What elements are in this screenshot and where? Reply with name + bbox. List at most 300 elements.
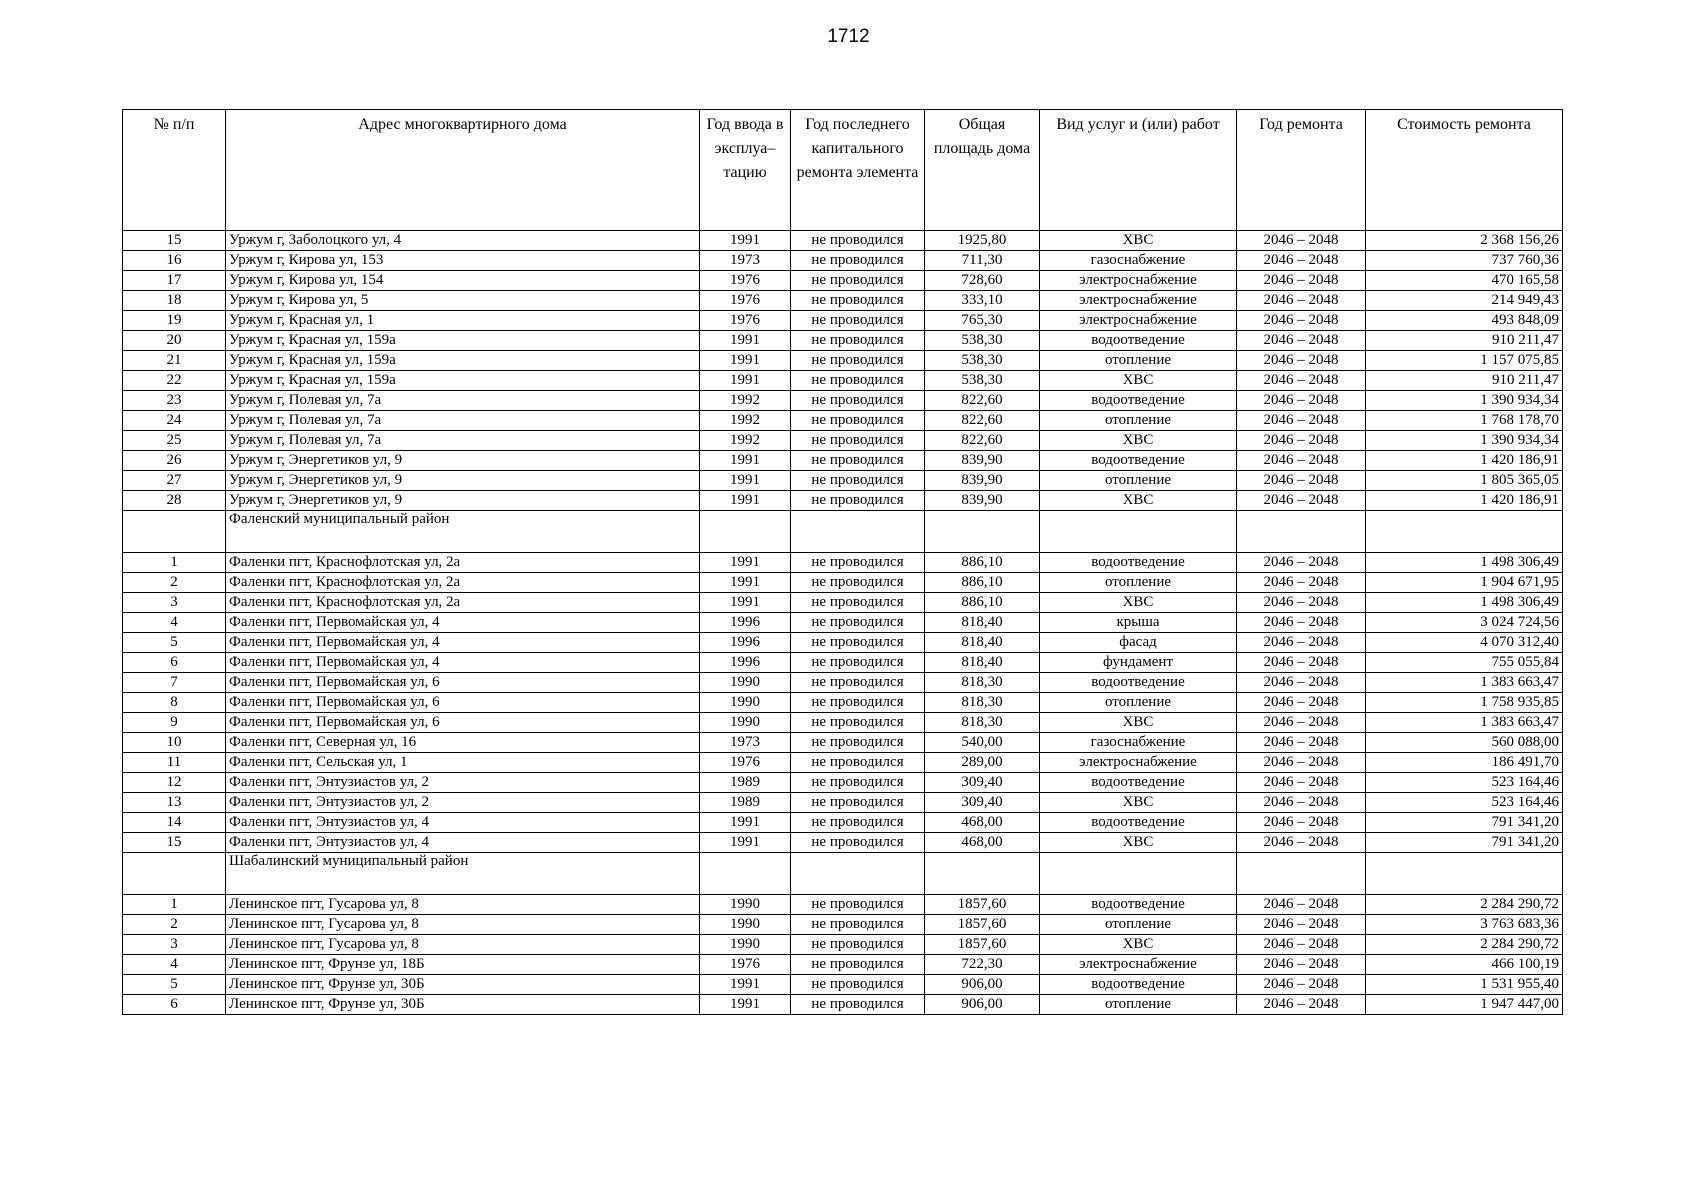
- row-cost: 2 284 290,72: [1366, 895, 1563, 915]
- row-number: 7: [123, 673, 226, 693]
- section-empty-cell: [700, 511, 791, 553]
- section-empty-cell: [1237, 853, 1366, 895]
- row-repair-period: 2046 – 2048: [1237, 915, 1366, 935]
- row-address: Уржум г, Красная ул, 159а: [226, 331, 700, 351]
- row-service: крыша: [1040, 613, 1237, 633]
- row-last-repair: не проводился: [791, 251, 925, 271]
- row-number: 9: [123, 713, 226, 733]
- row-repair-period: 2046 – 2048: [1237, 573, 1366, 593]
- row-last-repair: не проводился: [791, 713, 925, 733]
- section-empty-cell: [1040, 853, 1237, 895]
- row-last-repair: не проводился: [791, 553, 925, 573]
- row-address: Фаленки пгт, Краснофлотская ул, 2а: [226, 573, 700, 593]
- row-service: водоотведение: [1040, 975, 1237, 995]
- row-area: 886,10: [925, 573, 1040, 593]
- row-cost: 523 164,46: [1366, 793, 1563, 813]
- table-row: [123, 573, 1563, 593]
- row-address: Фаленки пгт, Первомайская ул, 6: [226, 693, 700, 713]
- row-repair-period: 2046 – 2048: [1237, 431, 1366, 451]
- row-number: 8: [123, 693, 226, 713]
- row-area: 822,60: [925, 411, 1040, 431]
- row-last-repair: не проводился: [791, 733, 925, 753]
- table-row: [123, 371, 1563, 391]
- row-last-repair: не проводился: [791, 773, 925, 793]
- row-number: 2: [123, 573, 226, 593]
- table-row: [123, 915, 1563, 935]
- row-repair-period: 2046 – 2048: [1237, 331, 1366, 351]
- row-year: 1991: [700, 451, 791, 471]
- row-last-repair: не проводился: [791, 491, 925, 511]
- row-service: отопление: [1040, 915, 1237, 935]
- row-year: 1976: [700, 291, 791, 311]
- row-last-repair: не проводился: [791, 411, 925, 431]
- row-repair-period: 2046 – 2048: [1237, 471, 1366, 491]
- table-row: [123, 311, 1563, 331]
- row-year: 1976: [700, 955, 791, 975]
- table-row: [123, 553, 1563, 573]
- row-service: водоотведение: [1040, 813, 1237, 833]
- table-row: [123, 935, 1563, 955]
- row-number: 1: [123, 895, 226, 915]
- row-repair-period: 2046 – 2048: [1237, 391, 1366, 411]
- row-area: 818,30: [925, 673, 1040, 693]
- row-last-repair: не проводился: [791, 371, 925, 391]
- row-service: газоснабжение: [1040, 733, 1237, 753]
- row-repair-period: 2046 – 2048: [1237, 451, 1366, 471]
- row-service: электроснабжение: [1040, 955, 1237, 975]
- table-header-row: [123, 110, 1563, 231]
- table-row: [123, 331, 1563, 351]
- row-address: Ленинское пгт, Фрунзе ул, 30Б: [226, 975, 700, 995]
- row-cost: 3 763 683,36: [1366, 915, 1563, 935]
- row-number: 17: [123, 271, 226, 291]
- row-area: 822,60: [925, 391, 1040, 411]
- row-year: 1989: [700, 773, 791, 793]
- row-repair-period: 2046 – 2048: [1237, 693, 1366, 713]
- row-repair-period: 2046 – 2048: [1237, 291, 1366, 311]
- row-service: газоснабжение: [1040, 251, 1237, 271]
- row-service: водоотведение: [1040, 673, 1237, 693]
- row-repair-period: 2046 – 2048: [1237, 351, 1366, 371]
- row-address: Уржум г, Красная ул, 1: [226, 311, 700, 331]
- row-year: 1992: [700, 391, 791, 411]
- row-area: 289,00: [925, 753, 1040, 773]
- table-row: [123, 975, 1563, 995]
- row-number: 6: [123, 653, 226, 673]
- row-number: 11: [123, 753, 226, 773]
- row-year: 1973: [700, 251, 791, 271]
- row-number: 22: [123, 371, 226, 391]
- row-number: 12: [123, 773, 226, 793]
- row-address: Уржум г, Полевая ул, 7а: [226, 411, 700, 431]
- row-address: Уржум г, Полевая ул, 7а: [226, 431, 700, 451]
- row-last-repair: не проводился: [791, 391, 925, 411]
- row-address: Фаленки пгт, Северная ул, 16: [226, 733, 700, 753]
- row-service: отопление: [1040, 995, 1237, 1015]
- row-number: 18: [123, 291, 226, 311]
- row-year: 1990: [700, 915, 791, 935]
- row-address: Ленинское пгт, Фрунзе ул, 30Б: [226, 995, 700, 1015]
- row-year: 1991: [700, 593, 791, 613]
- table-row: [123, 291, 1563, 311]
- row-area: 886,10: [925, 553, 1040, 573]
- row-repair-period: 2046 – 2048: [1237, 411, 1366, 431]
- row-area: 818,40: [925, 653, 1040, 673]
- row-address: Фаленки пгт, Первомайская ул, 4: [226, 653, 700, 673]
- row-year: 1992: [700, 411, 791, 431]
- row-cost: 2 284 290,72: [1366, 935, 1563, 955]
- row-cost: 1 498 306,49: [1366, 553, 1563, 573]
- section-empty-cell: [925, 511, 1040, 553]
- section-row: [123, 511, 1563, 553]
- section-title: Фаленский муниципальный район: [226, 511, 700, 553]
- row-last-repair: не проводился: [791, 935, 925, 955]
- row-repair-period: 2046 – 2048: [1237, 753, 1366, 773]
- row-area: 309,40: [925, 793, 1040, 813]
- row-year: 1990: [700, 895, 791, 915]
- section-empty-cell: [925, 853, 1040, 895]
- row-address: Фаленки пгт, Краснофлотская ул, 2а: [226, 553, 700, 573]
- row-address: Фаленки пгт, Первомайская ул, 4: [226, 633, 700, 653]
- row-address: Ленинское пгт, Фрунзе ул, 18Б: [226, 955, 700, 975]
- row-cost: 3 024 724,56: [1366, 613, 1563, 633]
- row-service: фундамент: [1040, 653, 1237, 673]
- row-repair-period: 2046 – 2048: [1237, 793, 1366, 813]
- header-year: Год ввода в эксплуа– тацию: [700, 110, 791, 231]
- row-number: 6: [123, 995, 226, 1015]
- row-number: 5: [123, 633, 226, 653]
- table-row: [123, 895, 1563, 915]
- row-address: Ленинское пгт, Гусарова ул, 8: [226, 915, 700, 935]
- row-number: 15: [123, 833, 226, 853]
- row-area: 711,30: [925, 251, 1040, 271]
- row-service: электроснабжение: [1040, 311, 1237, 331]
- row-number: 15: [123, 231, 226, 251]
- table-row: [123, 955, 1563, 975]
- row-year: 1990: [700, 673, 791, 693]
- row-service: ХВС: [1040, 793, 1237, 813]
- row-cost: 1 383 663,47: [1366, 673, 1563, 693]
- header-service: Вид услуг и (или) работ: [1040, 110, 1237, 231]
- row-area: 538,30: [925, 351, 1040, 371]
- table-row: [123, 251, 1563, 271]
- row-service: отопление: [1040, 693, 1237, 713]
- row-repair-period: 2046 – 2048: [1237, 311, 1366, 331]
- row-service: отопление: [1040, 471, 1237, 491]
- row-last-repair: не проводился: [791, 613, 925, 633]
- row-address: Уржум г, Энергетиков ул, 9: [226, 471, 700, 491]
- row-number: 14: [123, 813, 226, 833]
- table-row: [123, 753, 1563, 773]
- row-cost: 470 165,58: [1366, 271, 1563, 291]
- table-row: [123, 491, 1563, 511]
- row-address: Уржум г, Красная ул, 159а: [226, 351, 700, 371]
- section-empty-cell: [1237, 511, 1366, 553]
- row-last-repair: не проводился: [791, 915, 925, 935]
- row-address: Фаленки пгт, Энтузиастов ул, 4: [226, 833, 700, 853]
- row-area: 839,90: [925, 491, 1040, 511]
- row-year: 1989: [700, 793, 791, 813]
- row-cost: 1 420 186,91: [1366, 451, 1563, 471]
- row-cost: 910 211,47: [1366, 331, 1563, 351]
- row-cost: 466 100,19: [1366, 955, 1563, 975]
- header-num: № п/п: [123, 110, 226, 231]
- section-title: Шабалинский муниципальный район: [226, 853, 700, 895]
- row-address: Фаленки пгт, Энтузиастов ул, 4: [226, 813, 700, 833]
- row-area: 728,60: [925, 271, 1040, 291]
- row-area: 839,90: [925, 451, 1040, 471]
- row-cost: 560 088,00: [1366, 733, 1563, 753]
- row-last-repair: не проводился: [791, 955, 925, 975]
- row-year: 1990: [700, 935, 791, 955]
- row-last-repair: не проводился: [791, 231, 925, 251]
- table-row: [123, 693, 1563, 713]
- row-cost: 1 420 186,91: [1366, 491, 1563, 511]
- row-area: 765,30: [925, 311, 1040, 331]
- row-year: 1976: [700, 311, 791, 331]
- section-empty-cell: [1366, 853, 1563, 895]
- section-empty-cell: [123, 853, 226, 895]
- table-row: [123, 451, 1563, 471]
- row-number: 2: [123, 915, 226, 935]
- row-year: 1991: [700, 491, 791, 511]
- row-last-repair: не проводился: [791, 753, 925, 773]
- row-year: 1991: [700, 351, 791, 371]
- row-cost: 214 949,43: [1366, 291, 1563, 311]
- table-row: [123, 713, 1563, 733]
- section-empty-cell: [123, 511, 226, 553]
- row-repair-period: 2046 – 2048: [1237, 773, 1366, 793]
- table-row: [123, 995, 1563, 1015]
- row-last-repair: не проводился: [791, 471, 925, 491]
- row-number: 28: [123, 491, 226, 511]
- row-number: 16: [123, 251, 226, 271]
- table-row: [123, 231, 1563, 251]
- row-repair-period: 2046 – 2048: [1237, 673, 1366, 693]
- table-row: [123, 471, 1563, 491]
- row-number: 27: [123, 471, 226, 491]
- row-service: ХВС: [1040, 935, 1237, 955]
- row-year: 1991: [700, 995, 791, 1015]
- row-repair-period: 2046 – 2048: [1237, 833, 1366, 853]
- row-repair-period: 2046 – 2048: [1237, 251, 1366, 271]
- row-year: 1991: [700, 833, 791, 853]
- row-area: 818,30: [925, 693, 1040, 713]
- row-last-repair: не проводился: [791, 331, 925, 351]
- row-year: 1976: [700, 271, 791, 291]
- row-repair-period: 2046 – 2048: [1237, 713, 1366, 733]
- row-area: 538,30: [925, 331, 1040, 351]
- row-year: 1991: [700, 231, 791, 251]
- row-service: ХВС: [1040, 713, 1237, 733]
- row-service: ХВС: [1040, 491, 1237, 511]
- row-cost: 1 383 663,47: [1366, 713, 1563, 733]
- table-body: [123, 231, 1563, 1015]
- row-address: Фаленки пгт, Первомайская ул, 6: [226, 713, 700, 733]
- row-area: 722,30: [925, 955, 1040, 975]
- row-last-repair: не проводился: [791, 693, 925, 713]
- row-repair-period: 2046 – 2048: [1237, 813, 1366, 833]
- row-number: 5: [123, 975, 226, 995]
- row-number: 4: [123, 613, 226, 633]
- table-row: [123, 653, 1563, 673]
- row-last-repair: не проводился: [791, 653, 925, 673]
- page-number: 1712: [827, 26, 870, 47]
- row-service: водоотведение: [1040, 391, 1237, 411]
- row-number: 23: [123, 391, 226, 411]
- row-area: 906,00: [925, 975, 1040, 995]
- row-address: Фаленки пгт, Первомайская ул, 4: [226, 613, 700, 633]
- row-year: 1973: [700, 733, 791, 753]
- row-area: 886,10: [925, 593, 1040, 613]
- row-repair-period: 2046 – 2048: [1237, 491, 1366, 511]
- row-service: фасад: [1040, 633, 1237, 653]
- row-cost: 755 055,84: [1366, 653, 1563, 673]
- section-empty-cell: [1040, 511, 1237, 553]
- table-row: [123, 673, 1563, 693]
- row-cost: 186 491,70: [1366, 753, 1563, 773]
- row-repair-period: 2046 – 2048: [1237, 613, 1366, 633]
- row-service: ХВС: [1040, 593, 1237, 613]
- row-area: 822,60: [925, 431, 1040, 451]
- row-service: электроснабжение: [1040, 271, 1237, 291]
- row-address: Уржум г, Кирова ул, 5: [226, 291, 700, 311]
- row-last-repair: не проводился: [791, 995, 925, 1015]
- row-year: 1991: [700, 813, 791, 833]
- row-address: Фаленки пгт, Первомайская ул, 6: [226, 673, 700, 693]
- row-year: 1991: [700, 471, 791, 491]
- repair-registry-table: [122, 109, 1563, 1015]
- row-area: 540,00: [925, 733, 1040, 753]
- table-row: [123, 833, 1563, 853]
- row-address: Уржум г, Заболоцкого ул, 4: [226, 231, 700, 251]
- table-row: [123, 733, 1563, 753]
- row-repair-period: 2046 – 2048: [1237, 935, 1366, 955]
- row-cost: 523 164,46: [1366, 773, 1563, 793]
- row-last-repair: не проводился: [791, 975, 925, 995]
- row-cost: 4 070 312,40: [1366, 633, 1563, 653]
- row-last-repair: не проводился: [791, 813, 925, 833]
- row-address: Ленинское пгт, Гусарова ул, 8: [226, 895, 700, 915]
- row-area: 333,10: [925, 291, 1040, 311]
- row-repair-period: 2046 – 2048: [1237, 653, 1366, 673]
- row-address: Уржум г, Энергетиков ул, 9: [226, 491, 700, 511]
- row-repair-period: 2046 – 2048: [1237, 975, 1366, 995]
- row-last-repair: не проводился: [791, 573, 925, 593]
- table-row: [123, 391, 1563, 411]
- row-cost: 1 768 178,70: [1366, 411, 1563, 431]
- row-cost: 1 758 935,85: [1366, 693, 1563, 713]
- row-cost: 493 848,09: [1366, 311, 1563, 331]
- row-address: Фаленки пгт, Краснофлотская ул, 2а: [226, 593, 700, 613]
- row-service: электроснабжение: [1040, 753, 1237, 773]
- row-area: 468,00: [925, 813, 1040, 833]
- row-service: ХВС: [1040, 371, 1237, 391]
- row-last-repair: не проводился: [791, 351, 925, 371]
- section-empty-cell: [791, 853, 925, 895]
- row-cost: 1 390 934,34: [1366, 391, 1563, 411]
- header-last-repair: Год последнего капитального ремонта элемента: [791, 110, 925, 231]
- row-year: 1996: [700, 633, 791, 653]
- row-repair-period: 2046 – 2048: [1237, 895, 1366, 915]
- row-year: 1991: [700, 975, 791, 995]
- row-area: 309,40: [925, 773, 1040, 793]
- row-repair-period: 2046 – 2048: [1237, 371, 1366, 391]
- row-year: 1991: [700, 331, 791, 351]
- row-last-repair: не проводился: [791, 311, 925, 331]
- row-cost: 2 368 156,26: [1366, 231, 1563, 251]
- section-empty-cell: [791, 511, 925, 553]
- table-row: [123, 431, 1563, 451]
- table-row: [123, 633, 1563, 653]
- row-last-repair: не проводился: [791, 833, 925, 853]
- row-cost: 910 211,47: [1366, 371, 1563, 391]
- row-last-repair: не проводился: [791, 291, 925, 311]
- row-year: 1996: [700, 613, 791, 633]
- row-last-repair: не проводился: [791, 271, 925, 291]
- row-service: водоотведение: [1040, 451, 1237, 471]
- row-address: Фаленки пгт, Сельская ул, 1: [226, 753, 700, 773]
- row-number: 10: [123, 733, 226, 753]
- table-row: [123, 773, 1563, 793]
- row-year: 1996: [700, 653, 791, 673]
- table-row: [123, 271, 1563, 291]
- header-address: Адрес многоквартирного дома: [226, 110, 700, 231]
- row-cost: 791 341,20: [1366, 813, 1563, 833]
- row-cost: 1 904 671,95: [1366, 573, 1563, 593]
- row-year: 1991: [700, 573, 791, 593]
- row-year: 1990: [700, 713, 791, 733]
- row-last-repair: не проводился: [791, 451, 925, 471]
- row-cost: 1 947 447,00: [1366, 995, 1563, 1015]
- table-row: [123, 411, 1563, 431]
- row-address: Уржум г, Полевая ул, 7а: [226, 391, 700, 411]
- row-address: Уржум г, Кирова ул, 153: [226, 251, 700, 271]
- row-area: 1857,60: [925, 935, 1040, 955]
- row-service: отопление: [1040, 351, 1237, 371]
- row-area: 906,00: [925, 995, 1040, 1015]
- row-cost: 1 157 075,85: [1366, 351, 1563, 371]
- row-service: водоотведение: [1040, 331, 1237, 351]
- row-repair-period: 2046 – 2048: [1237, 633, 1366, 653]
- row-repair-period: 2046 – 2048: [1237, 271, 1366, 291]
- row-repair-period: 2046 – 2048: [1237, 593, 1366, 613]
- row-area: 468,00: [925, 833, 1040, 853]
- row-area: 818,40: [925, 613, 1040, 633]
- row-number: 3: [123, 935, 226, 955]
- table-row: [123, 613, 1563, 633]
- row-service: ХВС: [1040, 431, 1237, 451]
- row-repair-period: 2046 – 2048: [1237, 995, 1366, 1015]
- table-row: [123, 793, 1563, 813]
- row-last-repair: не проводился: [791, 895, 925, 915]
- row-last-repair: не проводился: [791, 431, 925, 451]
- row-area: 1857,60: [925, 915, 1040, 935]
- table-row: [123, 593, 1563, 613]
- row-number: 13: [123, 793, 226, 813]
- row-cost: 1 390 934,34: [1366, 431, 1563, 451]
- row-area: 1925,80: [925, 231, 1040, 251]
- table-row: [123, 813, 1563, 833]
- row-repair-period: 2046 – 2048: [1237, 231, 1366, 251]
- section-empty-cell: [1366, 511, 1563, 553]
- table-row: [123, 351, 1563, 371]
- row-cost: 1 531 955,40: [1366, 975, 1563, 995]
- row-service: ХВС: [1040, 833, 1237, 853]
- row-service: водоотведение: [1040, 553, 1237, 573]
- row-cost: 791 341,20: [1366, 833, 1563, 853]
- row-repair-period: 2046 – 2048: [1237, 553, 1366, 573]
